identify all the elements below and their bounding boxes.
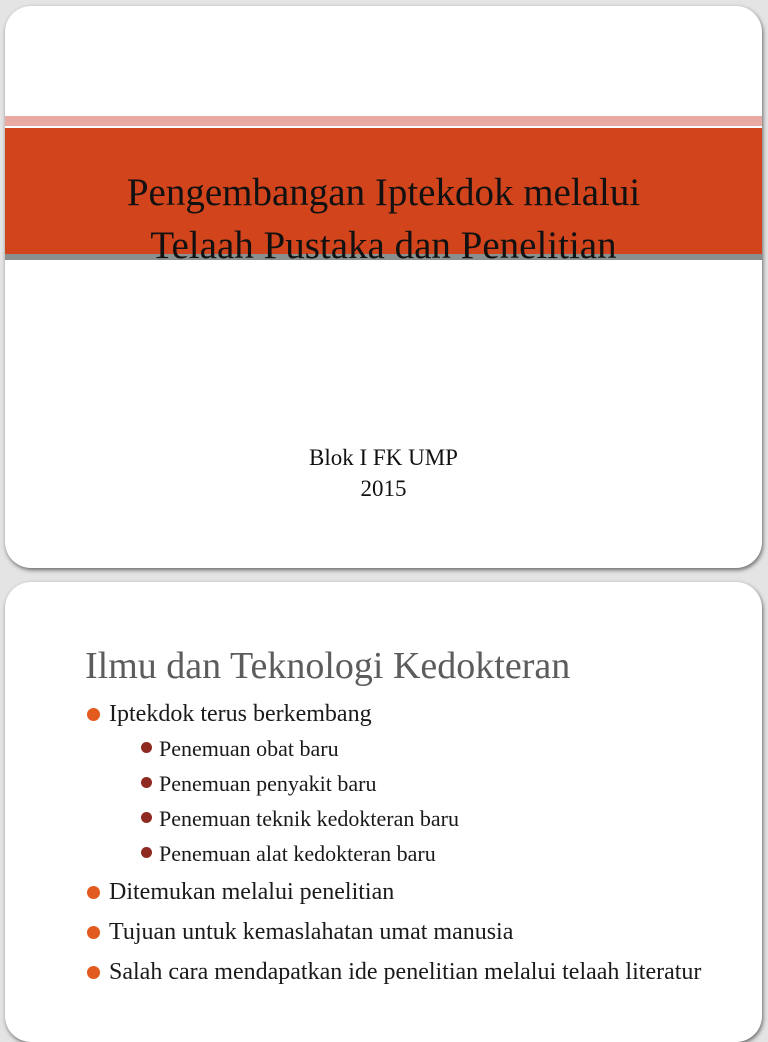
sub-bullet-text: Penemuan obat baru [159,736,339,761]
sub-bullet-item [109,840,725,867]
subtitle-line-1: Blok I FK UMP [309,445,458,470]
slide-content [5,582,762,1042]
bullet-text: Iptekdok terus berkembang [109,701,372,727]
sub-bullet-list [109,735,725,867]
subtitle-line-2: 2015 [360,476,407,501]
title-band-highlight [5,116,762,126]
bullet-dot-icon [87,926,100,939]
bullet-dot-icon [87,966,100,979]
bullet-item [85,918,725,947]
bullet-list [85,700,725,998]
presentation-title-line-2: Telaah Pustaka dan Penelitian [150,224,617,267]
bullet-text: Salah cara mendapatkan ide penelitian melalui telaah literatur [109,959,702,985]
sub-bullet-dot-icon [141,777,152,788]
slide-title [5,6,762,568]
bullet-dot-icon [87,886,100,899]
sub-bullet-item [109,805,725,832]
bullet-item [85,700,725,867]
bullet-text: Ditemukan melalui penelitian [109,879,395,905]
presentation-subtitle [5,442,762,504]
sub-bullet-item [109,735,725,762]
sub-bullet-text: Penemuan alat kedokteran baru [159,841,436,866]
bullet-text: Tujuan untuk kemaslahatan umat manusia [109,919,514,945]
sub-bullet-text: Penemuan teknik kedokteran baru [159,806,459,831]
presentation-title-line-1: Pengembangan Iptekdok melalui [126,171,641,214]
bullet-dot-icon [87,708,100,721]
bullet-item [85,878,725,907]
slide-heading: Ilmu dan Teknologi Kedokteran [85,645,571,687]
bullet-item [85,958,725,987]
sub-bullet-dot-icon [141,742,152,753]
presentation-title [5,166,762,272]
sub-bullet-item [109,770,725,797]
sub-bullet-dot-icon [141,847,152,858]
sub-bullet-dot-icon [141,812,152,823]
sub-bullet-text: Penemuan penyakit baru [159,771,377,796]
